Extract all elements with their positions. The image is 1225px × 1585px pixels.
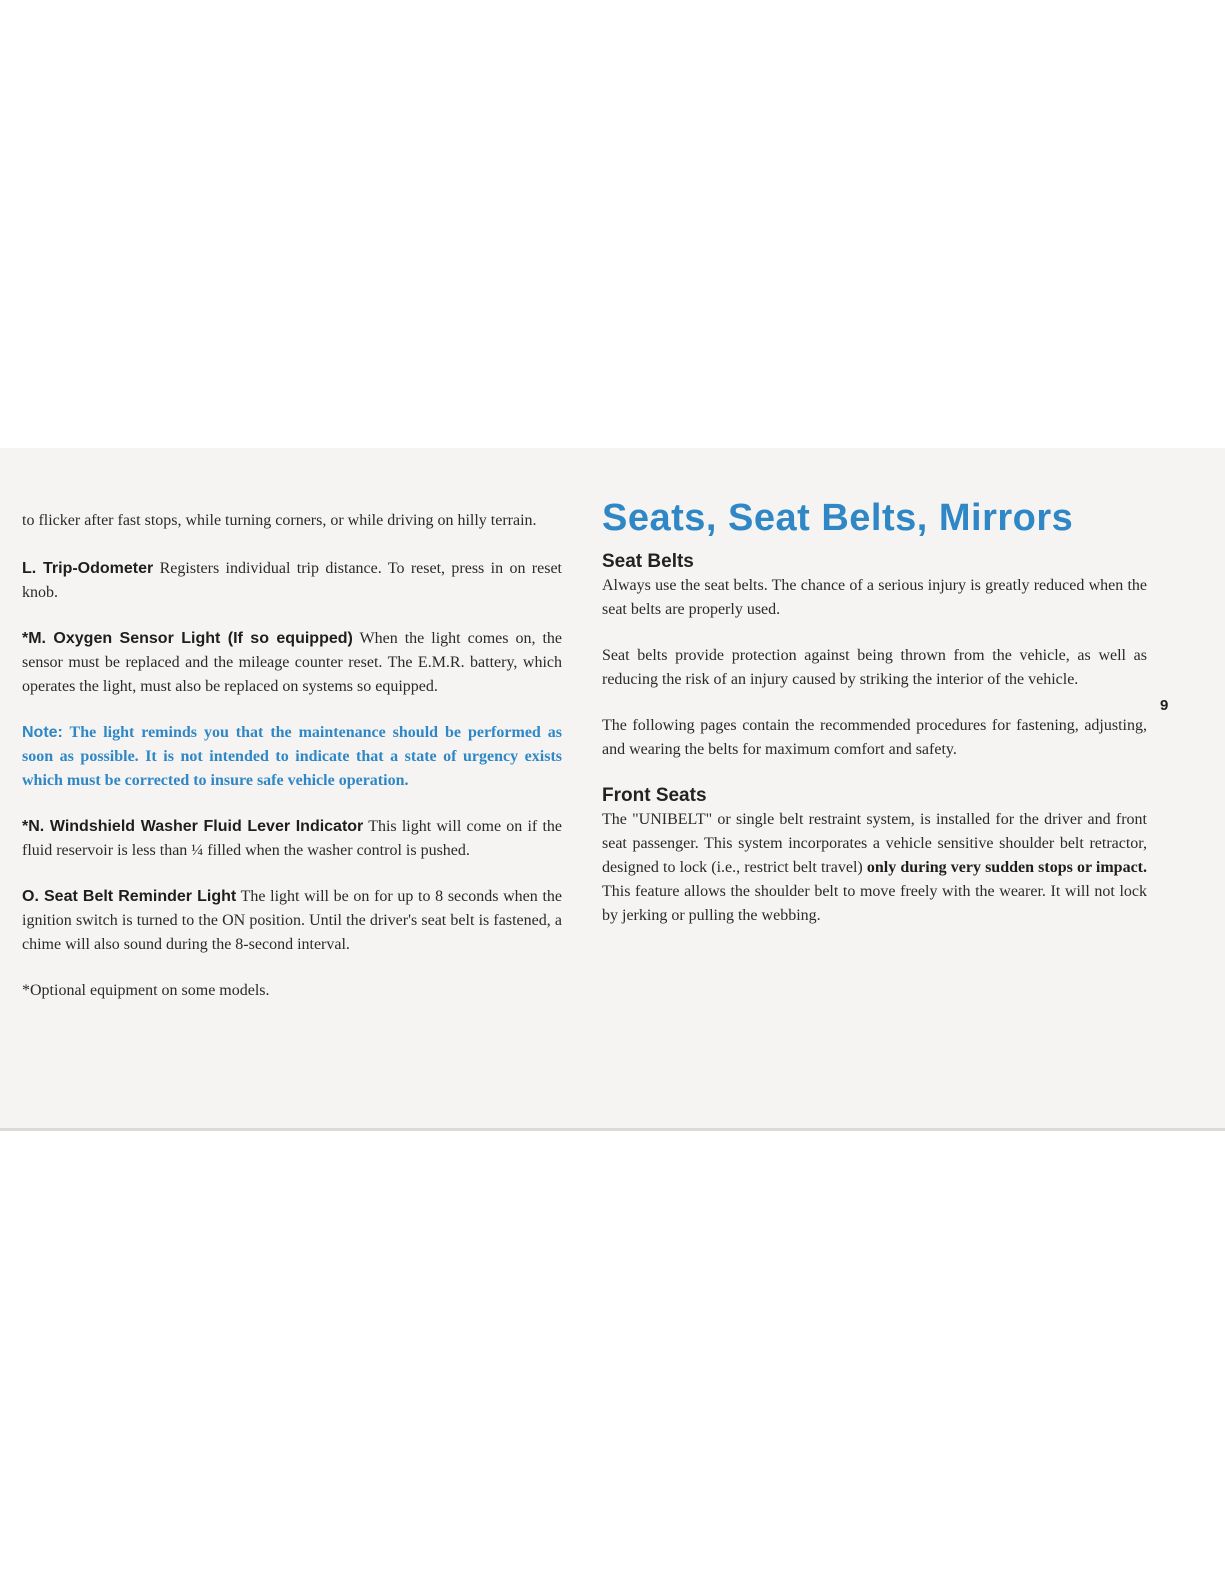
front-seats-paragraph [602,808,1147,928]
note-paragraph [22,721,562,793]
paragraph-trip-odometer [22,557,562,605]
left-column [22,509,562,1003]
oxygen-sensor-text: When the light comes on, the sensor must be replaced and the mileage counter reset. The E.M.R. battery, which operates the light, must also be replaced on systems so equipped. [22,630,563,695]
seat-belts-heading: Seat Belts [602,551,694,572]
paragraph-seat-belt-reminder [22,885,562,957]
section-title: Seats, Seat Belts, Mirrors [602,497,1074,539]
paper-edge [0,1128,1225,1131]
seat-belt-reminder-label: O. Seat Belt Reminder Light [22,888,237,905]
seat-belts-paragraph-3: The following pages contain the recommended procedures for fastening, adjusting, and wearing the belts for maximum comfort and safety. [602,717,1147,758]
right-column [602,496,1147,928]
front-seats-bold-text: only during very sudden stops or impact. [866,859,1148,876]
seat-belts-paragraph-2: Seat belts provide protection against being thrown from the vehicle, as well as reducing the risk of an injury caused by striking the interior of the vehicle. [602,647,1147,688]
trip-odometer-text: Registers individual trip distance. To reset, press in on reset knob. [22,560,563,601]
seat-belts-paragraph-1: Always use the seat belts. The chance of a serious injury is greatly reduced when the seat belts are properly used. [602,577,1147,618]
note-label: Note: [22,724,63,741]
page-number: 9 [1160,697,1169,714]
front-seats-heading: Front Seats [602,785,707,806]
paragraph-oxygen-sensor [22,627,562,699]
washer-fluid-text: This light will come on if the fluid reservoir is less than ¼ filled when the washer control is pushed. [22,818,563,859]
washer-fluid-label: *N. Windshield Washer Fluid Lever Indicator [22,818,364,835]
note-text: The light reminds you that the maintenance should be performed as soon as possible. It is not intended to indicate that a state of urgency exists which must be corrected to insure safe vehicle operation. [22,724,562,789]
paragraph-flicker: to flicker after fast stops, while turning corners, or while driving on hilly terrain. [22,512,537,529]
paragraph-washer-fluid [22,815,562,863]
front-seats-text-b: This feature allows the shoulder belt to move freely with the wearer. It will not lock by jerking or pulling the webbing. [602,883,1147,924]
oxygen-sensor-label: *M. Oxygen Sensor Light (If so equipped) [22,630,353,647]
seat-belt-reminder-text: The light will be on for up to 8 seconds when the ignition switch is turned to the ON position. Until the driver's seat belt is fastened, a chime will also sound during the 8-second interval. [22,888,562,953]
front-seats-text-a: The "UNIBELT" or single belt restraint system, is installed for the driver and front seat passenger. This system incorporates a vehicle sensitive shoulder belt retractor, designed to lock (i.e., restrict belt travel) [602,811,1147,876]
trip-odometer-label: L. Trip-Odometer [22,560,154,577]
footnote-optional: *Optional equipment on some models. [22,982,270,999]
